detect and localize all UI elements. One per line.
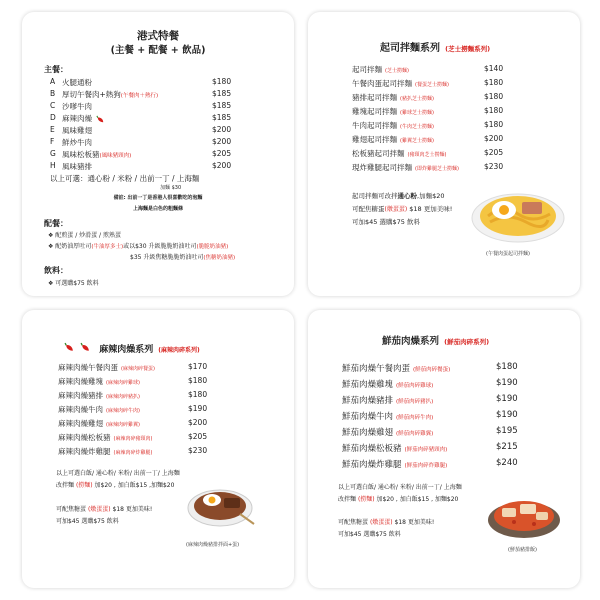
item-price: $230 [484, 162, 504, 171]
item-price: $190 [496, 394, 518, 404]
item-name: 麻辣肉燥雞翅 [58, 419, 103, 428]
tomato-option-egg: 可配焦糖蛋 (燉蛋蛋) $18 更加美味! [338, 519, 435, 526]
section-subtitle: (麻辣肉碎系列) [158, 347, 200, 354]
item-price: $190 [496, 378, 518, 388]
section-title: 麻辣肉燥系列 [99, 345, 154, 355]
item-price: $230 [188, 446, 208, 455]
item-price: $180 [188, 390, 208, 399]
item-note: (鮮茄肉碎牛肉) [396, 415, 434, 421]
menu-item [22, 77, 294, 87]
item-price: $180 [484, 120, 504, 129]
item-price: $180 [484, 78, 504, 87]
menu-item [22, 432, 294, 446]
item-name: 火腿通粉 [62, 78, 92, 87]
menu-item [308, 410, 580, 426]
note-shanghai-noodle: 上海麵是白色的粗麵條 [132, 206, 183, 212]
hk-set-title: 港式特餐 [137, 30, 179, 42]
item-name: 麻辣肉燥午餐肉蛋 [58, 363, 118, 372]
item-name: 鮮茄肉燥雞塊 [342, 380, 394, 390]
section-subtitle: (芝士撈麵系列) [445, 45, 491, 53]
chili-icon [80, 342, 91, 353]
item-price: $205 [212, 149, 232, 158]
menu-item [22, 149, 294, 159]
item-price: $180 [484, 92, 504, 101]
item-name: 沙嗲牛肉 [62, 102, 92, 111]
item-note: (麻辣肉碎餐蛋) [121, 366, 155, 372]
item-name: 鮮茄肉燥午餐肉蛋 [342, 364, 411, 374]
item-name: 麻辣肉燥 [62, 114, 92, 123]
spicy-title-block [64, 337, 200, 356]
item-note: (午餐肉＋熱行) [120, 93, 159, 99]
item-price: $215 [496, 442, 518, 452]
menu-item [308, 134, 580, 148]
spicy-photo-caption: (麻辣肉燥豬排拌面+蛋) [186, 542, 240, 548]
item-price: $140 [484, 64, 504, 73]
item-letter: D [50, 113, 56, 122]
menu-item [308, 106, 580, 120]
menu-item [22, 89, 294, 99]
menu-item [308, 442, 580, 458]
menu-item [22, 404, 294, 418]
item-letter: H [50, 161, 56, 170]
section-subtitle: (鮮茄肉碎系列) [444, 338, 490, 346]
cheese-upgrade-drink: 可加$45 選購$75 飲料 [352, 218, 420, 226]
menu-item [22, 376, 294, 390]
item-note: (鮮茄肉碎炸雞腿) [404, 463, 448, 469]
tomato-meat-card [308, 310, 580, 588]
item-name: 豬排起司拌麵 [352, 93, 397, 102]
item-letter: C [50, 101, 56, 110]
item-note: (豬頸肉芝士撈麵) [407, 152, 447, 158]
item-name: 風味豬排 [62, 162, 92, 171]
item-price: $185 [212, 89, 232, 98]
item-price: $170 [188, 362, 208, 371]
spicy-dish-photo [184, 480, 256, 530]
menu-item [22, 418, 294, 432]
item-name: 松板豬起司拌麵 [352, 149, 405, 158]
menu-item [308, 426, 580, 442]
menu-item [22, 101, 294, 111]
cheese-upgrade-noodle: 起司拌麵可改拌通心粉,加麵$20 [352, 192, 445, 200]
cheese-title-block [380, 36, 490, 55]
menu-item [308, 78, 580, 92]
item-note: (麻辣肉碎雞翼) [106, 422, 140, 428]
side-option-caramel-toast: $35 升級焦糖脆脆奶油吐司(焦糖奶油豬) [130, 254, 236, 261]
menu-item [308, 458, 580, 474]
item-note: (豬扒芝士撈麵) [400, 96, 434, 102]
tomato-photo-caption: (鮮茄豬排飯) [508, 547, 537, 553]
item-note: (麻辣肉碎雞球) [106, 380, 140, 386]
spicy-option-noodle: 改拌麵 (撈麵) 加$20 , 加白飯$15 ,加麵$20 [56, 482, 175, 489]
cheese-photo-caption: (午餐肉蛋起司拌麵) [486, 251, 530, 257]
item-name: 鮮茄肉燥炸雞腿 [342, 460, 402, 470]
item-name: 牛肉起司拌麵 [352, 121, 397, 130]
menu-item [22, 390, 294, 404]
item-name: 鮮茄肉燥雞翅 [342, 428, 394, 438]
item-note: (鮮茄肉碎豬扒) [396, 399, 434, 405]
menu-item [22, 113, 294, 123]
item-price: $180 [484, 106, 504, 115]
section-title: 鮮茄肉燥系列 [382, 336, 440, 347]
item-name: 鮮茄肉燥豬排 [342, 396, 394, 406]
menu-item [308, 120, 580, 134]
hk-set-card [22, 12, 294, 296]
side-option-egg: ❖ 配煎蛋 / 炒滑蛋 / 煎熟蛋 [48, 232, 121, 239]
noodle-extra-text: 加麵 $30 [160, 185, 182, 191]
item-note: (麻辣肉碎豬頸肉) [113, 436, 153, 442]
cheese-noodle-card [308, 12, 580, 296]
item-price: $200 [484, 134, 504, 143]
item-note: (餐蛋芝士撈麵) [415, 82, 449, 88]
item-name: 雞塊起司拌麵 [352, 107, 397, 116]
cheese-noodle-photo [468, 184, 568, 246]
item-price: $190 [188, 404, 208, 413]
item-name: 風味雞翅 [62, 126, 92, 135]
main-course-label: 主餐： [44, 65, 68, 74]
item-price: $200 [212, 125, 232, 134]
item-price: $200 [212, 137, 232, 146]
item-name: 現炸雞腿起司拌麵 [352, 163, 412, 172]
tomato-title-block [382, 329, 489, 348]
item-name: 麻辣肉燥松板豬 [58, 433, 111, 442]
cheese-upgrade-egg: 可配焦糖蛋(燉蛋蛋) $18 更加美味! [352, 205, 453, 213]
spicy-option-egg: 可配焦糖蛋 (燉蛋蛋) $18 更加美味! [56, 506, 153, 513]
note-instant-noodle: 備註: 出前一丁是香港人很喜歡吃的泡麵 [113, 195, 203, 201]
item-note: (麻辣肉碎炸雞腿) [113, 450, 153, 456]
spicy-option-drink: 可加$45 選購$75 飲料 [56, 518, 119, 525]
item-note: (鮮茄肉碎豬頸肉) [404, 447, 448, 453]
item-note: (風味豬頸肉) [99, 153, 132, 159]
tomato-dish-photo [484, 486, 564, 542]
item-name: 鮮茄肉燥松板豬 [342, 444, 402, 454]
menu-item [22, 137, 294, 147]
item-price: $205 [188, 432, 208, 441]
item-note: (牛肉芝士撈麵) [400, 124, 434, 130]
noodle-choice-text: 以上可選：通心粉 / 米粉 / 出前一丁 / 上海麵 [50, 174, 200, 183]
hk-set-subtitle: (主餐 + 配餐 + 飲品) [110, 45, 206, 56]
tomato-option-base: 以上可選白飯/ 通心粉/ 米粉/ 出前一丁/ 上海麵 [338, 484, 462, 491]
item-price: $185 [212, 113, 232, 122]
item-name: 麻辣肉燥雞塊 [58, 377, 103, 386]
menu-item [308, 148, 580, 162]
side-option-toast: ❖ 配奶油厚吐司(牛油厚多士)或以$30 升級脆脆奶油吐司(脆脆奶油豬) [48, 243, 229, 250]
menu-item [308, 378, 580, 394]
item-price: $180 [496, 362, 518, 372]
item-letter: A [50, 77, 56, 86]
menu-item [22, 125, 294, 135]
spicy-option-base: 以上可選白飯/ 通心粉/ 米粉/ 出前一丁/ 上海麵 [56, 470, 180, 477]
menu-item [308, 162, 580, 176]
item-note: (麻辣肉碎豬扒) [106, 394, 140, 400]
section-title: 起司拌麵系列 [380, 43, 440, 54]
menu-item [22, 161, 294, 171]
item-letter: E [50, 125, 55, 134]
drink-option: ❖ 可選購$75 飲料 [48, 280, 99, 287]
menu-item [22, 362, 294, 376]
item-price: $205 [484, 148, 504, 157]
item-name: 麻辣肉燥牛肉 [58, 405, 103, 414]
side-dish-label: 配餐： [44, 219, 68, 228]
item-price: $180 [188, 376, 208, 385]
item-note: (雞球芝士撈麵) [400, 110, 434, 116]
menu-item [308, 64, 580, 78]
item-note: (鮮茄肉碎雞球) [396, 383, 434, 389]
item-name: 鮮炒牛肉 [62, 138, 92, 147]
menu-item [308, 362, 580, 378]
item-name: 麻辣肉燥豬排 [58, 391, 103, 400]
item-note: (鮮茄肉碎雞翼) [396, 431, 434, 437]
item-name: 風味松板豬 [62, 150, 100, 159]
drink-label: 飲料： [44, 266, 68, 275]
item-price: $195 [496, 426, 518, 436]
item-price: $240 [496, 458, 518, 468]
menu-item [308, 92, 580, 106]
spicy-meat-card [22, 310, 294, 588]
item-note: (芝士撈麵) [385, 68, 409, 74]
item-price: $185 [212, 101, 232, 110]
tomato-option-noodle: 改拌麵 (撈麵) 加$20 , 加白飯$15 , 加麵$20 [338, 496, 459, 503]
item-note: (麻辣肉碎牛肉) [106, 408, 140, 414]
item-note: (雞翼芝士撈麵) [400, 138, 434, 144]
item-letter: B [50, 89, 56, 98]
item-name: 厚切午餐肉+熱狗 [62, 90, 121, 99]
item-name: 鮮茄肉燥牛肉 [342, 412, 394, 422]
item-note: (即炸雞腿芝士撈麵) [415, 166, 459, 172]
chili-icon [64, 342, 75, 353]
menu-item [308, 394, 580, 410]
menu-item [22, 446, 294, 460]
item-price: $200 [212, 161, 232, 170]
item-price: $180 [212, 77, 232, 86]
item-letter: F [50, 137, 55, 146]
item-letter: G [50, 149, 56, 158]
item-price: $200 [188, 418, 208, 427]
item-price: $190 [496, 410, 518, 420]
item-name: 起司拌麵 [352, 65, 382, 74]
chili-icon [96, 115, 105, 124]
item-name: 麻辣肉燥炸雞腿 [58, 447, 111, 456]
item-name: 雞翅起司拌麵 [352, 135, 397, 144]
tomato-option-drink: 可加$45 選購$75 飲料 [338, 531, 401, 538]
item-note: (鮮茄肉碎餐蛋) [413, 367, 451, 373]
item-name: 午餐肉蛋起司拌麵 [352, 79, 412, 88]
